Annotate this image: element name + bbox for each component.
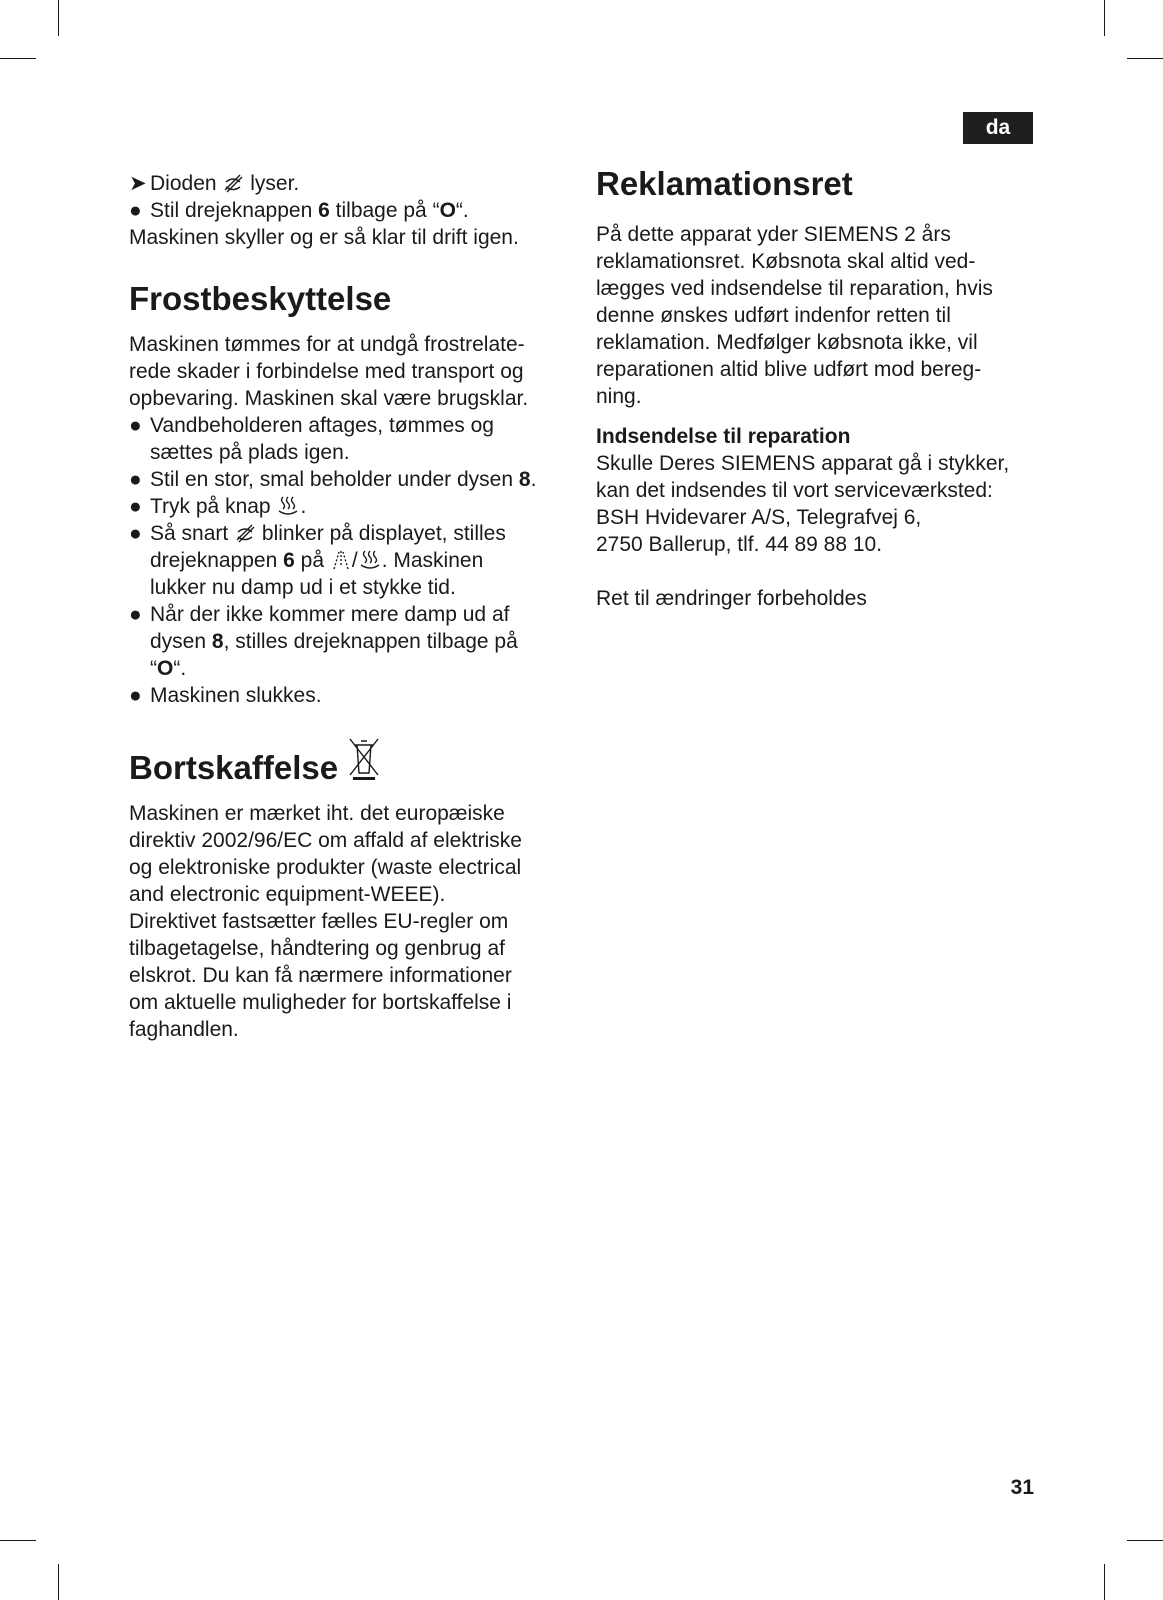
text: . Maskinen xyxy=(381,549,484,572)
list-item xyxy=(129,601,569,682)
bullet-marker: ● xyxy=(129,684,142,707)
text: på xyxy=(300,549,325,572)
page-number: 31 xyxy=(1010,1476,1034,1499)
text: Stil en stor, smal beholder under dysen xyxy=(150,468,514,491)
weee-bin-icon xyxy=(347,737,381,781)
list-item: ● Så snart blinker på displayet, stilles drejeknappen 6 på / . Maskinen lukker nu damp ud i et stykke tid. xyxy=(129,522,506,599)
reservation-note: Ret til ændringer forbeholdes xyxy=(596,587,867,610)
frost-para-line: Maskinen tømmes for at undgå frostrelate- xyxy=(129,333,525,356)
text: Stil drejeknappen xyxy=(150,199,313,222)
list-item xyxy=(129,170,569,197)
text: . xyxy=(300,495,307,518)
text: , stilles drejeknappen tilbage på xyxy=(223,630,518,653)
frost-para-line: rede skader i forbindelse med transport og xyxy=(129,360,524,383)
list-item xyxy=(129,682,569,709)
disposal-para-line: om aktuelle muligheder for bortskaffelse i xyxy=(129,991,512,1014)
text: Tryk på knap xyxy=(150,495,271,518)
repair-line: 2750 Ballerup, tlf. 44 89 88 10. xyxy=(596,533,883,556)
disposal-para-line: og elektroniske produkter (waste electrical xyxy=(129,856,522,879)
warranty-para-line: På dette apparat yder SIEMENS 2 års xyxy=(596,223,951,246)
text: drejeknappen xyxy=(150,549,278,572)
bullet-marker: ● xyxy=(129,603,142,626)
disposal-para-line: Direktivet fastsætter fælles EU-regler om xyxy=(129,910,509,933)
crop-mark xyxy=(58,1564,59,1600)
text: “. xyxy=(173,657,187,680)
arrow-marker: ➤ xyxy=(129,172,147,195)
text: dysen xyxy=(150,630,207,653)
bullet-marker: ● xyxy=(129,199,142,222)
right-column xyxy=(596,165,1046,612)
text: Når der ikke kommer mere damp ud af xyxy=(150,603,510,626)
descale-icon xyxy=(222,172,244,194)
crop-mark xyxy=(58,0,59,36)
bullet-marker: ● xyxy=(129,522,142,545)
text: Vandbeholderen aftages, tømmes og xyxy=(150,414,494,437)
crop-mark xyxy=(0,58,36,59)
warranty-para-line: reklamationsret. Købsnota skal altid ved- xyxy=(596,250,976,273)
crop-mark xyxy=(1127,58,1163,59)
bullet-marker: ● xyxy=(129,495,142,518)
text: lyser. xyxy=(250,172,300,195)
repair-line: BSH Hvidevarer A/S, Telegrafvej 6, xyxy=(596,506,922,529)
left-column xyxy=(129,170,569,1043)
warranty-para-line: lægges ved indsendelse til reparation, hvis xyxy=(596,277,993,300)
crop-mark xyxy=(1104,0,1105,36)
text: sættes på plads igen. xyxy=(150,441,350,464)
text: blinker på displayet, stilles xyxy=(261,522,506,545)
steam-icon xyxy=(358,549,382,571)
disposal-para-line: tilbagetagelse, håndtering og genbrug af xyxy=(129,937,505,960)
text: Dioden xyxy=(150,172,217,195)
nozzle-number: 8 xyxy=(518,468,531,491)
list-item xyxy=(129,466,569,493)
warranty-para-line: ning. xyxy=(596,385,642,408)
disposal-para-line: elskrot. Du kan få nærmere informationer xyxy=(129,964,512,987)
list-item xyxy=(129,197,569,224)
crop-mark xyxy=(0,1540,36,1541)
text: Så snart xyxy=(150,522,229,545)
text: lukker nu damp ud i et stykke tid. xyxy=(150,576,456,599)
nozzle-number: 8 xyxy=(211,630,224,653)
crop-mark xyxy=(1127,1540,1163,1541)
knob-number: 6 xyxy=(318,199,330,222)
repair-title: Indsendelse til reparation xyxy=(596,425,851,448)
disposal-title-text: Bortskaffelse xyxy=(129,749,339,786)
bullet-marker: ● xyxy=(129,414,142,437)
descale-icon xyxy=(234,522,256,544)
bullet-marker: ● xyxy=(129,468,142,491)
language-label: da xyxy=(985,116,1011,139)
steam-icon xyxy=(276,495,300,517)
frost-para-line: opbevaring. Maskinen skal være brugsklar. xyxy=(129,387,529,410)
text: “ xyxy=(150,657,157,680)
text: tilbage på “ xyxy=(335,199,440,222)
disposal-para-line: Maskinen er mærket iht. det europæiske xyxy=(129,802,505,825)
disposal-para-line: and electronic equipment-WEEE). xyxy=(129,883,446,906)
repair-line: kan det indsendes til vort serviceværksted: xyxy=(596,479,993,502)
steam-nozzle-icon xyxy=(330,549,352,571)
warranty-para-line: reklamation. Medfølger købsnota ikke, vil xyxy=(596,331,978,354)
text: “. xyxy=(455,199,469,222)
text: . xyxy=(530,468,537,491)
text: Maskinen slukkes. xyxy=(150,684,322,707)
warranty-para-line: denne ønskes udført indenfor retten til xyxy=(596,304,951,327)
warranty-para-line: reparationen altid blive udført mod bereg- xyxy=(596,358,982,381)
off-position: O xyxy=(157,657,174,680)
disposal-title xyxy=(129,737,569,788)
disposal-para-line: direktiv 2002/96/EC om affald af elektriske xyxy=(129,829,522,852)
disposal-para-line: faghandlen. xyxy=(129,1018,239,1041)
repair-line: Skulle Deres SIEMENS apparat gå i stykker, xyxy=(596,452,1010,475)
crop-mark xyxy=(1104,1564,1105,1600)
list-item xyxy=(129,493,569,520)
frost-title: Frostbeskyttelse xyxy=(129,280,392,317)
intro-line: Maskinen skyller og er så klar til drift igen. xyxy=(129,226,519,249)
language-tab xyxy=(963,112,1033,144)
list-item xyxy=(129,412,569,466)
warranty-title: Reklamationsret xyxy=(596,165,853,202)
off-position: O xyxy=(439,199,456,222)
knob-number: 6 xyxy=(283,549,295,572)
